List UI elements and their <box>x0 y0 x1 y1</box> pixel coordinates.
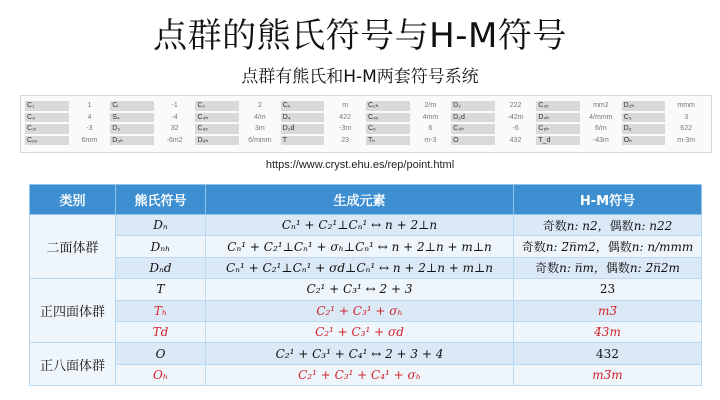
reference-schoenflies: D₄ₕ <box>536 113 580 123</box>
source-url: https://www.cryst.ehu.es/rep/point.html <box>265 159 455 171</box>
page-subtitle: 点群有熊氏和H-M两套符号系统 <box>241 67 479 87</box>
reference-hm: 4/mmm <box>589 113 613 121</box>
generators: C₂¹ + C₃¹ + C₄¹ + σₕ <box>206 364 514 385</box>
schoenflies-symbol: Dₙd <box>116 257 206 278</box>
reference-schoenflies: D₃ₕ <box>110 136 154 146</box>
reference-schoenflies: T <box>281 136 325 146</box>
reference-schoenflies: D₄ <box>281 113 325 123</box>
hm-symbol: 23 <box>514 279 702 300</box>
reference-hm: -3 <box>86 125 93 132</box>
reference-schoenflies: S₄ <box>110 113 154 123</box>
reference-hm: -6 <box>512 125 519 132</box>
reference-hm: -1 <box>171 102 178 109</box>
reference-hm: 222 <box>509 102 522 109</box>
reference-hm: 3 <box>684 113 689 121</box>
header-generators: 生成元素 <box>206 185 514 215</box>
reference-hm: 6/m <box>595 125 607 132</box>
reference-hm: 3m <box>255 125 265 132</box>
schoenflies-symbol: Oₕ <box>116 364 206 385</box>
reference-grid <box>25 99 707 147</box>
reference-schoenflies: C₃ᵥ <box>195 124 239 134</box>
hm-symbol: 4̅3m <box>514 321 702 342</box>
reference-schoenflies: C₄ <box>25 113 69 123</box>
reference-schoenflies: D₂d <box>451 113 495 123</box>
reference-schoenflies: D₆ <box>622 124 666 134</box>
reference-hm: -3m <box>339 125 352 132</box>
reference-schoenflies: Cₛ <box>281 101 325 111</box>
table-row <box>30 257 702 278</box>
reference-schoenflies: D₆ₕ <box>195 136 239 146</box>
table-row <box>30 343 702 364</box>
reference-schoenflies: C₃ <box>622 113 666 123</box>
reference-schoenflies: C₄ᵥ <box>366 113 410 123</box>
reference-schoenflies: C₂ <box>195 101 239 111</box>
reference-schoenflies: O <box>451 136 495 146</box>
reference-hm: 1 <box>87 102 92 109</box>
schoenflies-symbol: O <box>116 343 206 364</box>
reference-hm: 4/m <box>254 113 266 121</box>
reference-row <box>25 101 707 111</box>
schoenflies-symbol: Tₕ <box>116 300 206 321</box>
reference-hm: 622 <box>680 125 692 132</box>
reference-hm: mmm <box>677 102 695 109</box>
reference-hm: 6 <box>428 125 433 132</box>
header-schoenflies: 熊氏符号 <box>116 185 206 215</box>
hm-symbol: m3̅m <box>514 364 702 385</box>
reference-hm: 6mm <box>81 136 98 144</box>
generators: Cₙ¹ + C₂¹⊥Cₙ¹ + σd⊥Cₙ¹ ↔ n + 2⊥n + m⊥n <box>206 257 514 278</box>
schoenflies-symbol: Dₙₕ <box>116 236 206 257</box>
reference-schoenflies: C₆ <box>366 124 410 134</box>
reference-schoenflies: C₃ₕ <box>451 124 495 134</box>
reference-hm: 32 <box>170 125 179 132</box>
schoenflies-symbol: Td <box>116 321 206 342</box>
reference-schoenflies: Cᵢ <box>110 101 154 111</box>
hm-symbol: m3̅ <box>514 300 702 321</box>
reference-hm: -4 <box>171 113 178 121</box>
generators: C₂¹ + C₃¹ ↔ 2 + 3 <box>206 279 514 300</box>
category-tetrahedral: 正四面体群 <box>30 279 116 343</box>
reference-hm: mm2 <box>593 102 609 109</box>
generators: C₂¹ + C₃¹ + σd <box>206 321 514 342</box>
table-row <box>30 321 702 342</box>
reference-hm: m-3 <box>424 136 437 144</box>
reference-schoenflies: D₂ <box>451 101 495 111</box>
reference-schoenflies: C₆ₕ <box>536 124 580 134</box>
reference-row <box>25 124 707 134</box>
table-row <box>30 279 702 300</box>
header-category: 类别 <box>30 185 116 215</box>
reference-schoenflies: Tₕ <box>366 136 410 146</box>
generators: C₂¹ + C₃¹ + C₄¹ ↔ 2 + 3 + 4 <box>206 343 514 364</box>
reference-hm: 2/m <box>424 102 437 109</box>
reference-hm: 4 <box>87 113 92 121</box>
hm-symbol: 432 <box>514 343 702 364</box>
header-hm: H-M符号 <box>514 185 702 215</box>
page-title: 点群的熊氏符号与H-M符号 <box>153 16 567 56</box>
generators: Cₙ¹ + C₂¹⊥Cₙ¹ + σₕ⊥Cₙ¹ ↔ n + 2⊥n + m⊥n <box>206 236 514 257</box>
reference-hm: 432 <box>509 136 522 144</box>
reference-schoenflies: Oₕ <box>622 136 666 146</box>
hm-symbol: 奇数n: n2，偶数n: n22 <box>514 215 702 236</box>
generators: Cₙ¹ + C₂¹⊥Cₙ¹ ↔ n + 2⊥n <box>206 215 514 236</box>
reference-schoenflies: C₄ₕ <box>195 113 239 123</box>
table-row <box>30 364 702 385</box>
reference-hm: -6m2 <box>166 136 183 144</box>
reference-hm: -43m <box>592 136 609 144</box>
hm-symbol: 奇数n: n̅m，偶数n: 2̅n̅2m <box>514 257 702 278</box>
reference-schoenflies: C₁ <box>25 101 69 111</box>
reference-schoenflies: D₃d <box>281 124 325 134</box>
category-dihedral: 二面体群 <box>30 215 116 279</box>
reference-schoenflies: C₃ᵢ <box>25 124 69 134</box>
reference-schoenflies: D₂ₕ <box>622 101 666 111</box>
category-octahedral: 正八面体群 <box>30 343 116 386</box>
table-row <box>30 300 702 321</box>
reference-schoenflies: C₆ᵥ <box>25 136 69 146</box>
point-group-table <box>29 184 702 386</box>
reference-schoenflies: C₂ₕ <box>366 101 410 111</box>
reference-table <box>20 95 712 153</box>
generators: C₂¹ + C₃¹ + σₕ <box>206 300 514 321</box>
reference-hm: -42m <box>507 113 524 121</box>
schoenflies-symbol: T <box>116 279 206 300</box>
hm-symbol: 奇数n: 2̅n̅m2，偶数n: n/mmm <box>514 236 702 257</box>
reference-hm: m <box>342 102 349 109</box>
reference-hm: 6/mmm <box>248 136 272 144</box>
reference-hm: 4mm <box>422 113 439 121</box>
reference-row <box>25 136 707 146</box>
reference-schoenflies: D₃ <box>110 124 154 134</box>
reference-schoenflies: C₂ᵥ <box>536 101 580 111</box>
reference-schoenflies: T_d <box>536 136 580 146</box>
schoenflies-symbol: Dₙ <box>116 215 206 236</box>
reference-hm: m-3m <box>677 136 696 144</box>
table-row <box>30 236 702 257</box>
reference-hm: 2 <box>257 102 262 109</box>
reference-hm: 422 <box>339 113 351 121</box>
table-row <box>30 215 702 236</box>
reference-hm: 23 <box>341 136 350 144</box>
reference-row <box>25 113 707 123</box>
